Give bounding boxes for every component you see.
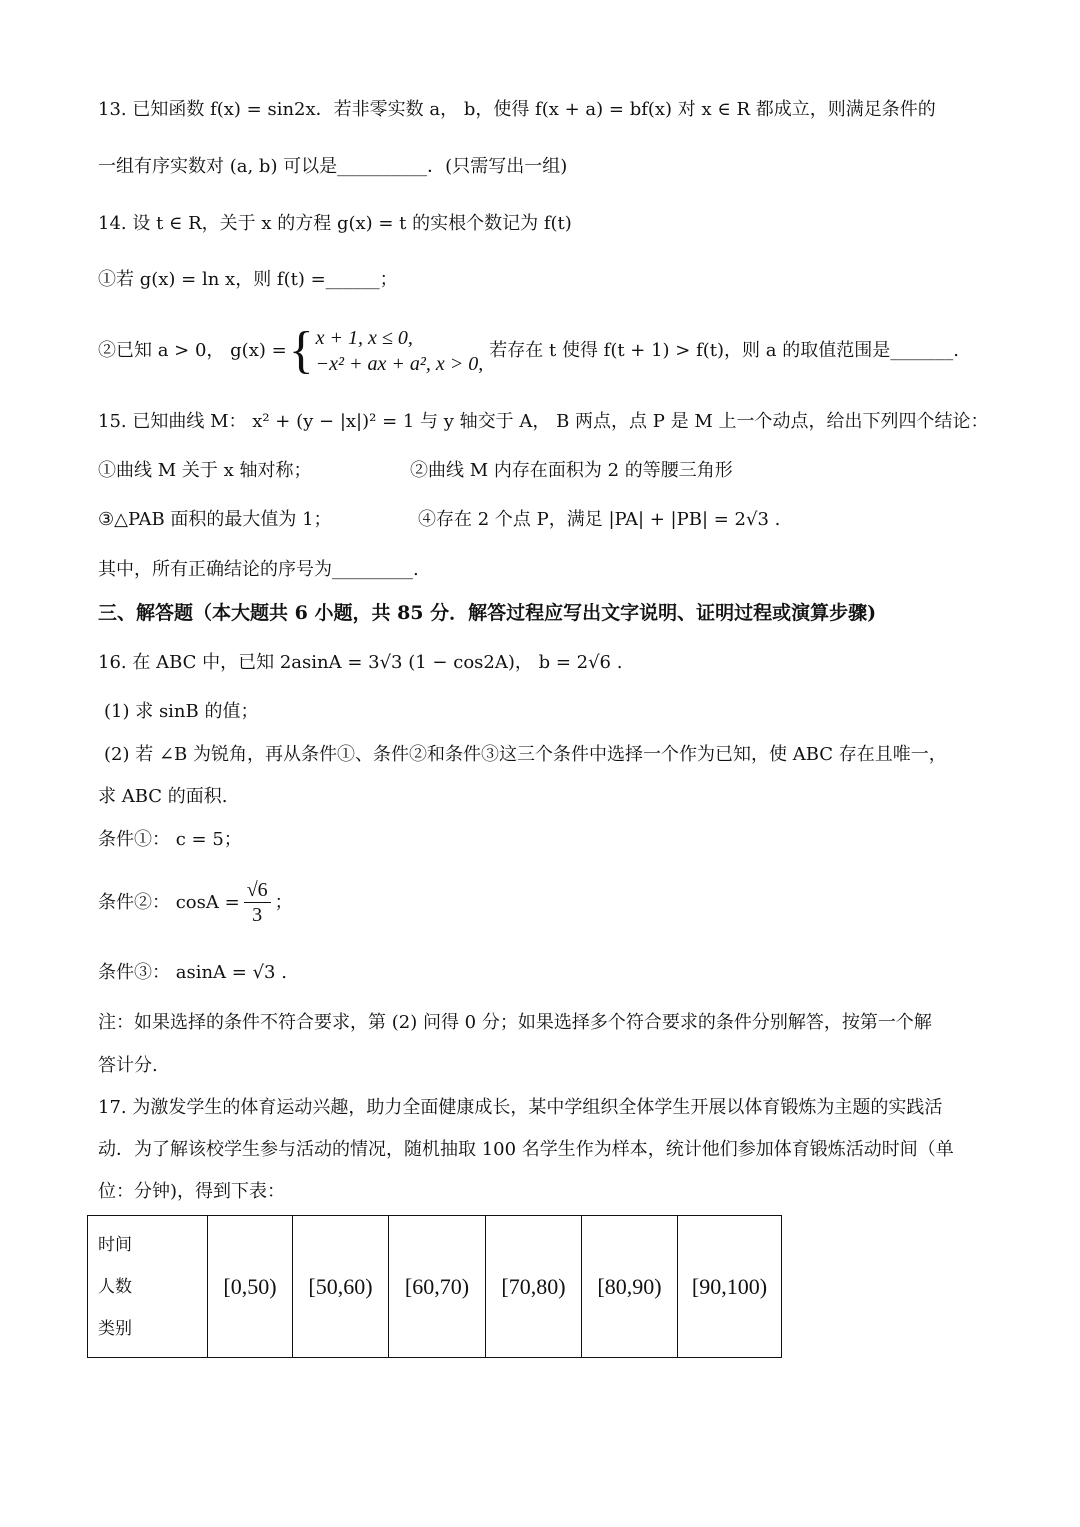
q14-part2-post: 若存在 t 使得 f(t + 1) > f(t)，则 a 的取值范围是_______.	[489, 340, 959, 361]
q14-part2-pre: ②已知 a > 0， g(x) =	[98, 340, 287, 361]
q13-line1: 13. 已知函数 f(x) = sin2x．若非零实数 a， b，使得 f(x + a) = bf(x) 对 x ∈ R 都成立，则满足条件的	[98, 99, 936, 120]
q16-note2: 答计分.	[98, 1055, 158, 1076]
q16-cond3: 条件③： asinA = √3 .	[98, 962, 287, 983]
table-row	[88, 1216, 782, 1358]
piecewise	[316, 325, 484, 377]
header-category: 类别	[98, 1318, 132, 1339]
section-heading: 三、解答题（本大题共 6 小题，共 85 分．解答过程应写出文字说明、证明过程或演算步骤)	[98, 602, 877, 624]
header-cell	[88, 1216, 208, 1358]
q15-c2: ②曲线 M 内存在面积为 2 的等腰三角形	[410, 460, 733, 481]
q16-cond2	[98, 878, 293, 927]
q16-note1: 注：如果选择的条件不符合要求，第 (2) 问得 0 分；如果选择多个符合要求的条件分别解答，按第一个解	[98, 1012, 932, 1033]
numerator: √6	[244, 878, 271, 903]
q17-line2: 动．为了解该校学生参与活动的情况，随机抽取 100 名学生作为样本，统计他们参加体育锻炼活动时间（单	[98, 1139, 954, 1160]
q14-line1: 14. 设 t ∈ R，关于 x 的方程 g(x) = t 的实根个数记为 f(t)	[98, 213, 572, 234]
fraction	[244, 878, 271, 927]
interval-cell: [60,70)	[389, 1216, 486, 1358]
cond2-line	[98, 878, 293, 927]
q16-cond1: 条件①： c = 5；	[98, 829, 242, 850]
interval-cell: [80,90)	[582, 1216, 678, 1358]
q13-line2: 一组有序实数对 (a, b) 可以是__________．(只需写出一组)	[98, 156, 568, 177]
q15-c1: ①曲线 M 关于 x 轴对称；	[98, 460, 312, 481]
interval-cell: [50,60)	[293, 1216, 389, 1358]
case1: x + 1, x ≤ 0,	[315, 327, 413, 349]
interval-cell: [0,50)	[208, 1216, 293, 1358]
q17-line1: 17. 为激发学生的体育运动兴趣，助力全面健康成长，某中学组织全体学生开展以体育锻炼为主题的实践活	[98, 1097, 943, 1118]
q15-c3: ③△PAB 面积的最大值为 1；	[98, 509, 332, 530]
cond2-pre: 条件②： cosA =	[98, 891, 240, 913]
cond2-post: ；	[274, 891, 293, 913]
interval-cell: [70,80)	[486, 1216, 582, 1358]
q14-part2-line	[98, 322, 959, 379]
q15-c4: ④存在 2 个点 P，满足 |PA| + |PB| = 2√3 .	[418, 509, 781, 530]
q14-part1: ①若 g(x) = ln x，则 f(t) =______；	[98, 269, 398, 290]
header-time: 时间	[98, 1234, 132, 1255]
q16-line1: 16. 在 ABC 中，已知 2asinA = 3√3 (1 − cos2A)， b = 2√6 .	[98, 652, 623, 673]
denominator: 3	[252, 904, 263, 926]
q15-ask: 其中，所有正确结论的序号为_________.	[98, 559, 419, 580]
case2: −x² + ax + a², x > 0,	[315, 353, 484, 375]
interval-cell: [90,100)	[678, 1216, 782, 1358]
q16-p2b: 求 ABC 的面积.	[98, 786, 228, 807]
q14-part2	[98, 322, 959, 379]
q16-p1: (1) 求 sinB 的值；	[104, 701, 259, 722]
time-distribution-table	[87, 1215, 782, 1358]
q15-line1: 15. 已知曲线 M： x² + (y − |x|)² = 1 与 y 轴交于 A， B 两点，点 P 是 M 上一个动点，给出下列四个结论：	[98, 411, 989, 432]
header-count: 人数	[98, 1276, 132, 1297]
brace-icon: {	[288, 322, 314, 379]
q16-p2a: (2) 若 ∠B 为锐角，再从条件①、条件②和条件③这三个条件中选择一个作为已知，使 ABC 存在且唯一，	[104, 744, 947, 765]
q17-line3: 位：分钟)，得到下表：	[98, 1181, 286, 1202]
